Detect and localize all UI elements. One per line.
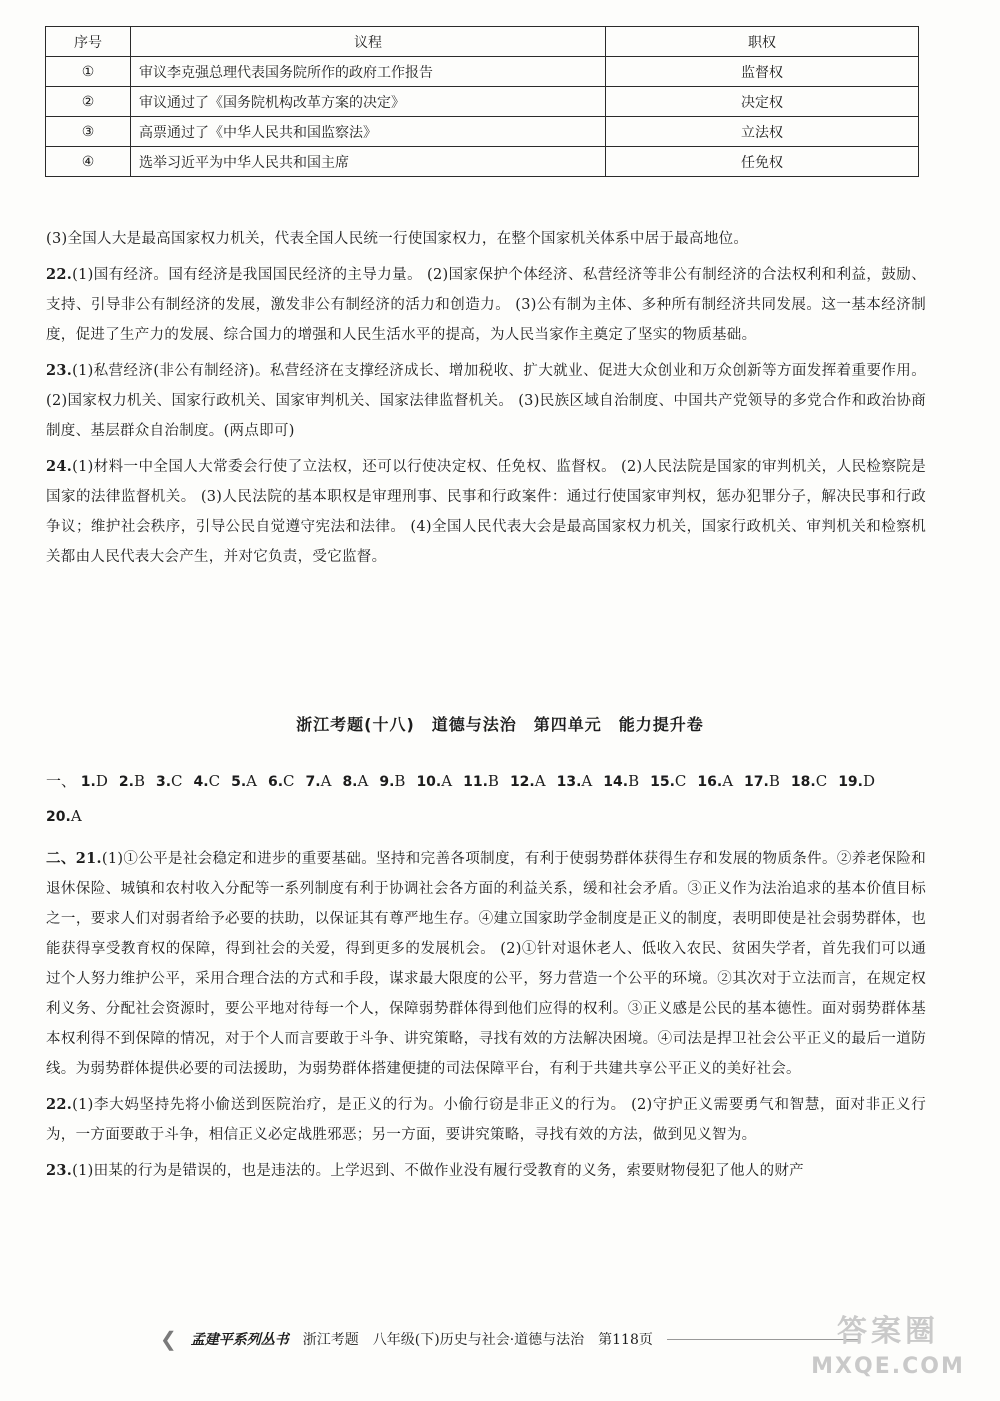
- table-row: [46, 57, 919, 87]
- choice-answer: [156, 764, 183, 799]
- choice-letter: B: [487, 772, 499, 790]
- section-title: 浙江考题(十八) 道德与法治 第四单元 能力提升卷: [296, 715, 704, 734]
- choice-answer: [46, 799, 82, 834]
- row-power: 立法权: [606, 117, 919, 147]
- row-number: ①: [46, 57, 131, 87]
- choice-letter: A: [441, 772, 453, 790]
- choice-number: 8.: [342, 774, 358, 790]
- row-power: 任免权: [606, 147, 919, 177]
- answer-text: (1)田某的行为是错误的，也是违法的。上学迟到、不做作业没有履行受教育的义务，索要财物侵犯了他人的财产: [72, 1163, 804, 1179]
- row-number: ②: [46, 87, 131, 117]
- choice-number: 10.: [416, 774, 442, 790]
- choice-prefix: 一、: [46, 772, 77, 790]
- choice-answer: [791, 764, 827, 799]
- choice-letter: B: [768, 772, 780, 790]
- row-number: ④: [46, 147, 131, 177]
- choice-answer: [603, 764, 639, 799]
- choice-answer: [119, 764, 145, 799]
- choice-letter: D: [95, 772, 108, 790]
- answer-text: (1)国有经济。国有经济是我国国民经济的主导力量。 (2)国家保护个体经济、私营经济等非公有制经济的合法权利和利益，鼓励、支持、引导非公有制经济的发展，激发非公有制经济的活力和创造力。 (3)公有制为主体、多种所有制经济共同发展。这一基本经济制度，促进了生产力的发展、综合国力的增强和人民生活水平的提高，为人民当家作主奠定了坚实的物质基础。: [46, 267, 926, 343]
- choice-number: 19.: [838, 774, 863, 790]
- watermark: [790, 1312, 986, 1392]
- answers-part-2: [46, 844, 926, 1186]
- question-number: 二、21.: [46, 850, 102, 867]
- row-agenda: 选举习近平为中华人民共和国主席: [131, 147, 606, 177]
- header-agenda: 议程: [131, 27, 606, 57]
- page-footer: [160, 1322, 860, 1356]
- choice-letter: A: [581, 772, 593, 790]
- choice-letter: C: [208, 772, 221, 790]
- answer-text: (1)材料一中全国人大常委会行使了立法权，还可以行使决定权、任免权、监督权。 (2)人民法院是国家的审判机关，人民检察院是国家的法律监督机关。 (3)人民法院的基本职权是审理刑事、民事和行政案件：通过行使国家审判权，惩办犯罪分子，解决民事和行政争议；维护社会秩序，引导公民自觉遵守宪法和法律。 (4)全国人民代表大会是最高国家权力机关，国家行政机关、审判机关和检察机关都由人民代表大会产生，并对它负责，受它监督。: [46, 459, 926, 565]
- answer-paragraph: [46, 1090, 926, 1150]
- answer-text: (1)①公平是社会稳定和进步的重要基础。坚持和完善各项制度，有利于使弱势群体获得生存和发展的物质条件。②养老保险和退休保险、城镇和农村收入分配等一系列制度有利于协调社会各方面的利益关系，缓和社会矛盾。③正义作为法治追求的基本价值目标之一，要求人们对弱者给予必要的扶助，以保证其有尊严地生存。④建立国家助学金制度是正义的制度，表明即使是社会弱势群体，也能获得享受教育权的保障，得到社会的关爱，得到更多的发展机会。 (2)①针对退休老人、低收入农民、贫困失学者，首先我们可以通过个人努力维护公平，采用合理合法的方式和手段，谋求最大限度的公平，努力营造一个公平的环境。②其次对于立法而言，在规定权利义务、分配社会资源时，要公平地对待每一个人，保障弱势群体得到他们应得的权利。③正义感是公民的基本德性。面对弱势群体基本权利得不到保障的情况，对于个人而言要敢于斗争、讲究策略，寻找有效的方法解决困境。④司法是捍卫社会公平正义的最后一道防线。为弱势群体提供必要的司法援助，为弱势群体搭建便捷的司法保障平台，有利于共建共享公平正义的美好社会。: [46, 851, 926, 1077]
- question-number: 23.: [46, 362, 73, 379]
- table-header-row: [46, 27, 919, 57]
- question-number: 22.: [46, 1096, 73, 1113]
- choice-letter: D: [863, 772, 876, 790]
- choice-number: 15.: [650, 774, 675, 790]
- choice-number: 1.: [80, 774, 96, 790]
- answer-paragraph: [46, 260, 926, 350]
- choice-letter: A: [70, 807, 82, 825]
- choice-number: 18.: [790, 774, 816, 790]
- header-power: 职权: [606, 27, 919, 57]
- choice-letter: B: [133, 772, 145, 790]
- choice-number: 6.: [267, 774, 284, 790]
- choice-answer: [81, 764, 108, 799]
- choice-answer: [416, 764, 452, 799]
- choice-letter: B: [628, 772, 640, 790]
- choice-letter: A: [534, 772, 546, 790]
- choice-letter: C: [815, 772, 828, 790]
- choice-letter: B: [394, 772, 406, 790]
- choice-number: 13.: [556, 774, 582, 790]
- choice-number: 4.: [193, 774, 209, 790]
- choice-number: 12.: [509, 774, 535, 790]
- row-agenda: 审议李克强总理代表国务院所作的政府工作报告: [131, 57, 606, 87]
- row-number: ③: [46, 117, 131, 147]
- choice-letter: A: [722, 772, 734, 790]
- choice-number: 11.: [463, 774, 488, 790]
- choice-number: 9.: [379, 774, 395, 790]
- choice-answer: [838, 764, 875, 799]
- choice-letter: C: [171, 772, 183, 790]
- question-number: 24.: [46, 458, 73, 475]
- choice-number: 16.: [697, 774, 723, 790]
- choice-number: 2.: [118, 774, 134, 790]
- question-number: 22.: [46, 266, 73, 283]
- choice-number: 17.: [744, 774, 769, 790]
- answer-text: (1)李大妈坚持先将小偷送到医院治疗，是正义的行为。小偷行窃是非正义的行为。 (2)守护正义需要勇气和智慧，面对非正义行为，一方面要敢于斗争，相信正义必定战胜邪恶；另一方面，要讲究策略，寻找有效的方法，做到见义智为。: [46, 1097, 926, 1143]
- choice-letter: A: [320, 772, 332, 790]
- page-number: 第118页: [598, 1332, 653, 1348]
- choice-answer: [342, 764, 368, 799]
- choice-answer: [557, 764, 593, 799]
- answer-paragraph: [46, 1156, 926, 1186]
- answers-part-1: [46, 224, 926, 572]
- choice-answer: [510, 764, 546, 799]
- choice-answer: [697, 764, 733, 799]
- choice-answer: [379, 764, 405, 799]
- ornament-icon: ❮: [160, 1327, 177, 1351]
- row-agenda: 高票通过了《中华人民共和国监察法》: [131, 117, 606, 147]
- choice-answer: [194, 764, 221, 799]
- answer-paragraph: [46, 452, 926, 572]
- table-row: [46, 87, 919, 117]
- choice-answer: [231, 764, 257, 799]
- choice-number: 20.: [46, 809, 71, 825]
- question-number: 23.: [46, 1162, 73, 1179]
- table-row: [46, 147, 919, 177]
- table-row: [46, 117, 919, 147]
- book-series: 孟建平系列丛书: [190, 1332, 289, 1348]
- multiple-choice-answers: [46, 764, 930, 834]
- book-title: 浙江考题 八年级(下)历史与社会·道德与法治: [302, 1332, 585, 1348]
- answer-paragraph: [46, 844, 926, 1084]
- choice-answer: [744, 764, 780, 799]
- row-agenda: 审议通过了《国务院机构改革方案的决定》: [131, 87, 606, 117]
- row-power: 决定权: [606, 87, 919, 117]
- watermark-url: MXQE.COM: [811, 1354, 965, 1379]
- answer-paragraph: [46, 356, 926, 446]
- choice-letter: C: [674, 772, 687, 790]
- agenda-power-table: [45, 26, 919, 177]
- header-number: 序号: [46, 27, 131, 57]
- answer-text: (1)私营经济(非公有制经济)。私营经济在支撑经济成长、增加税收、扩大就业、促进大众创业和万众创新等方面发挥着重要作用。 (2)国家权力机关、国家行政机关、国家审判机关、国家法律监督机关。 (3)民族区域自治制度、中国共产党领导的多党合作和政治协商制度、基层群众自治制度。(两点即可): [46, 363, 926, 439]
- choice-number: 7.: [305, 774, 321, 790]
- choice-answer: [268, 764, 295, 799]
- choice-letter: C: [283, 772, 295, 790]
- row-power: 监督权: [606, 57, 919, 87]
- choice-answer: [306, 764, 332, 799]
- choice-answer: [463, 764, 499, 799]
- choice-number: 14.: [603, 774, 629, 790]
- choice-answer: [650, 764, 686, 799]
- watermark-logo-text: 答案圈: [837, 1314, 939, 1349]
- choice-number: 5.: [231, 774, 247, 790]
- choice-letter: A: [246, 772, 257, 790]
- choice-letter: A: [357, 772, 369, 790]
- answer-paragraph: (3)全国人大是最高国家权力机关，代表全国人民统一行使国家权力，在整个国家机关体系中居于最高地位。: [46, 231, 749, 247]
- choice-number: 3.: [155, 774, 172, 790]
